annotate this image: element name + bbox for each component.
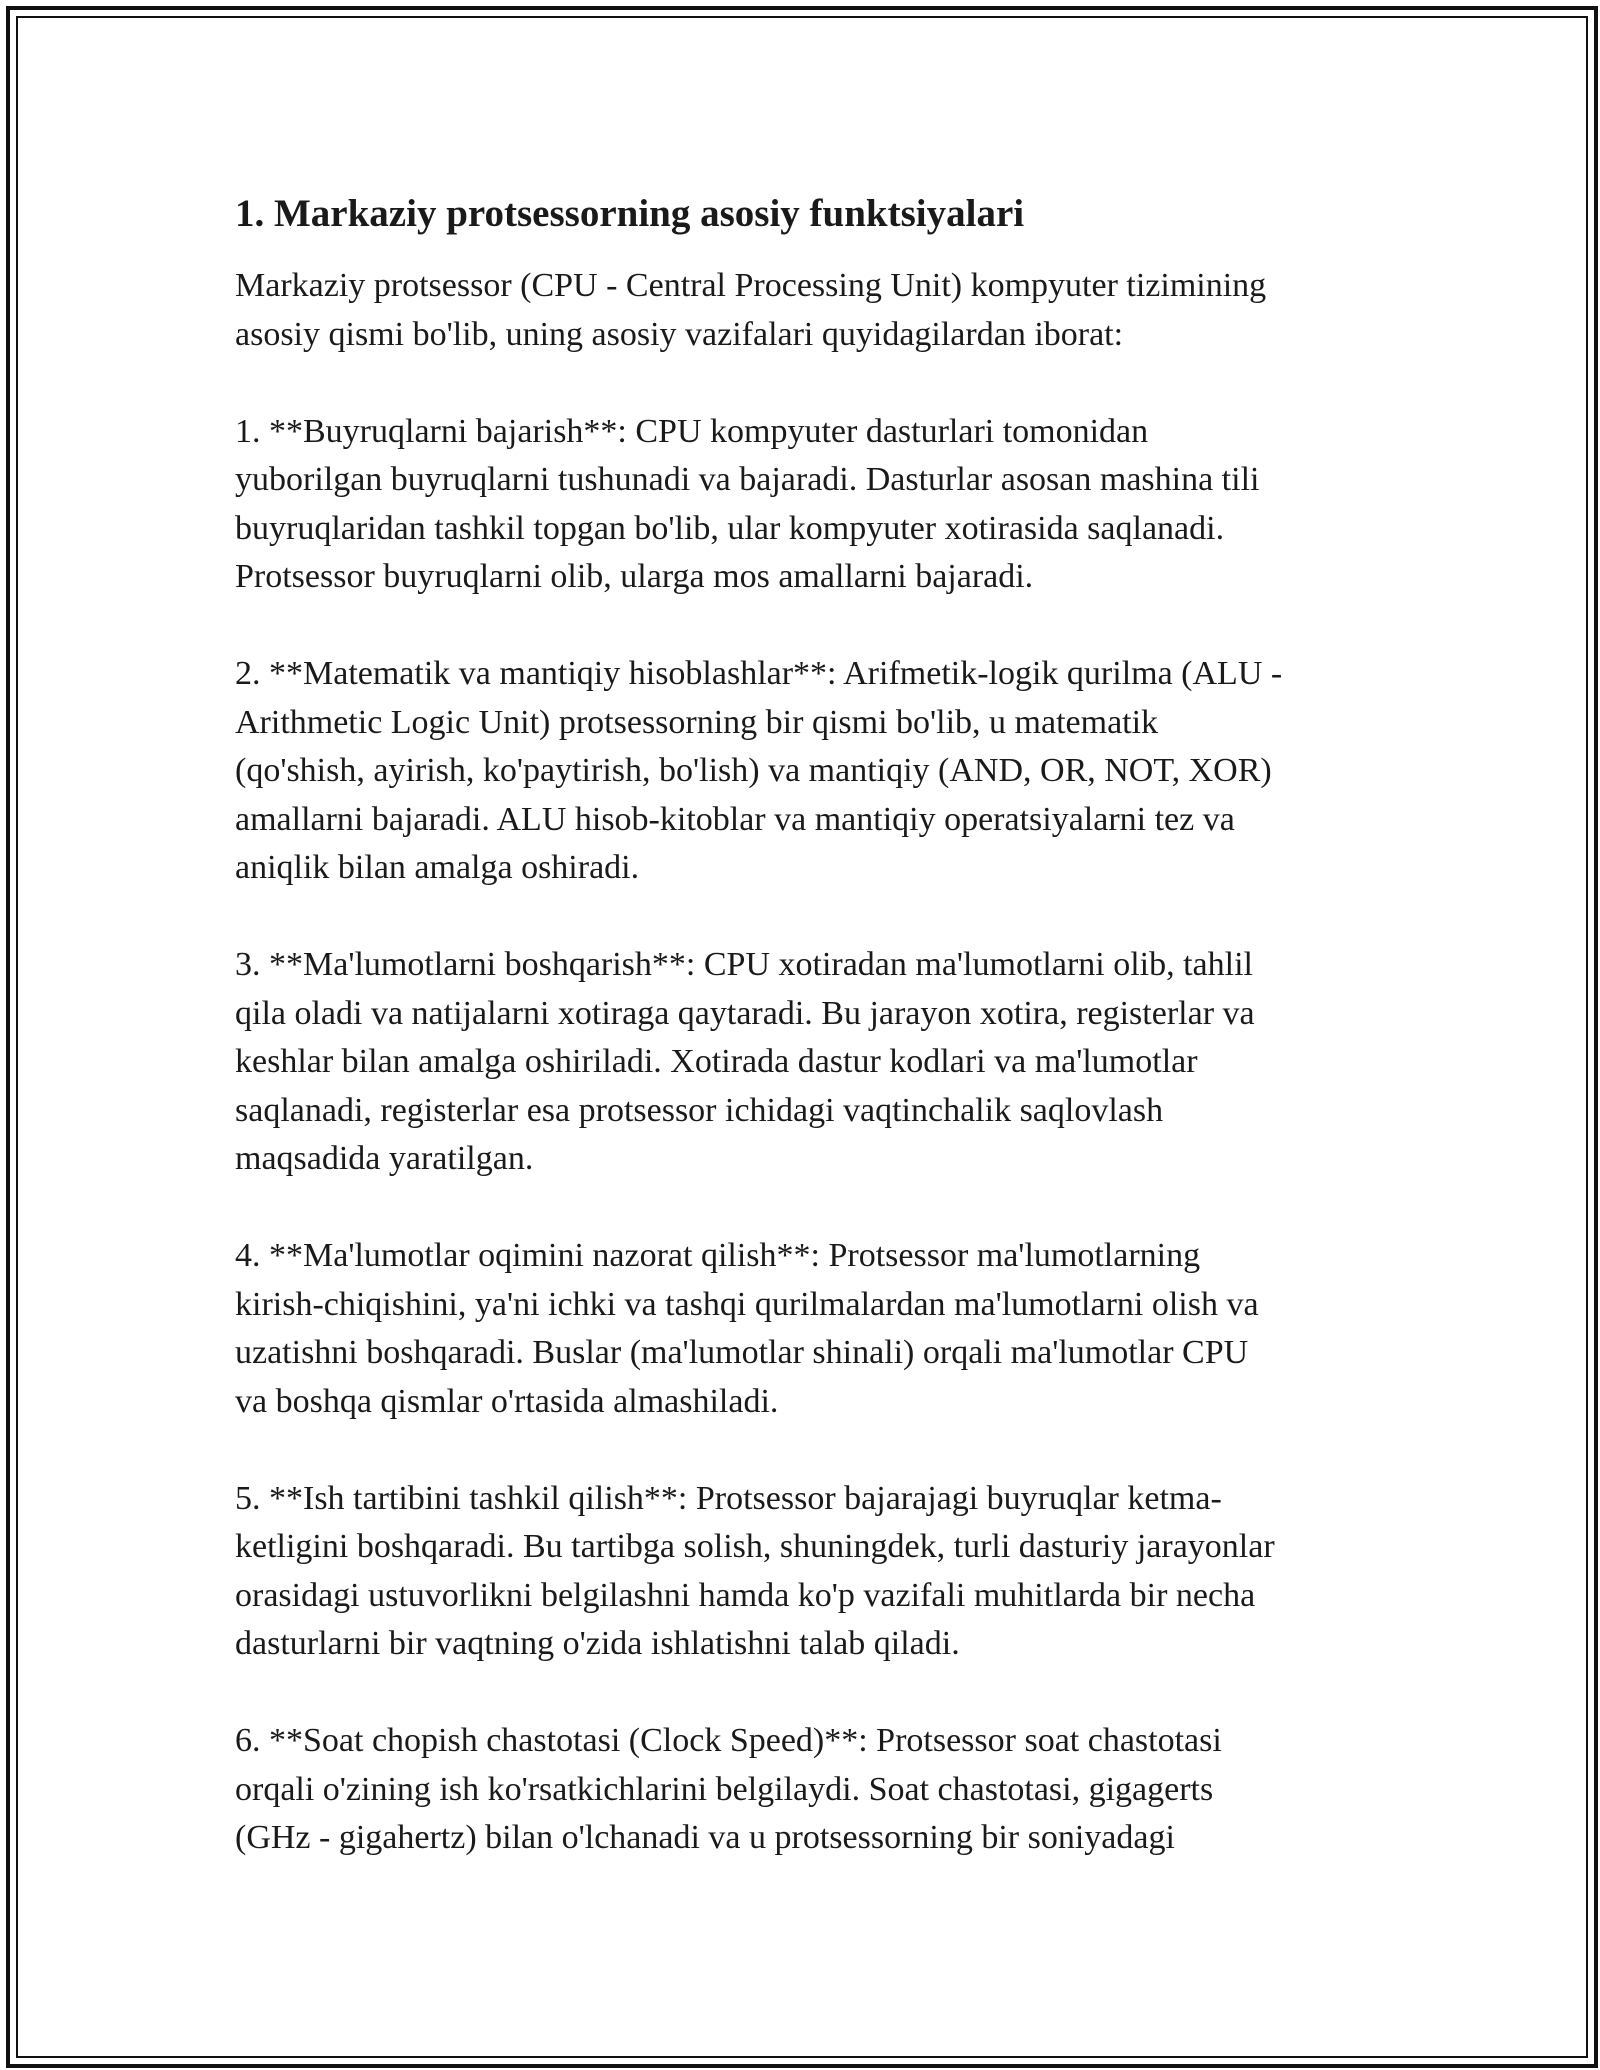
list-item-3: 3. **Ma'lumotlarni boshqarish**: CPU xotiradan ma'lumotlarni olib, tahlil qila oladi va natijalarni xotiraga qaytaradi. Bu jarayon xotira, registerlar va keshlar bilan amalga oshiriladi. Xotirada dastur kodlari va ma'lumotlar saqlanadi, registerlar esa protsessor ichidagi vaqtinchalik saqlovlash maqsadida yaratilgan. bbox=[235, 946, 1255, 1177]
list-item-1: 1. **Buyruqlarni bajarish**: CPU kompyuter dasturlari tomonidan yuborilgan buyruqlarni tushunadi va bajaradi. Dasturlar asosan mashina tili buyruqlaridan tashkil topgan bo'lib, ular kompyuter xotirasida saqlanadi. Protsessor buyruqlarni olib, ularga mos amallarni bajaradi. bbox=[235, 412, 1260, 595]
list-item-2: 2. **Matematik va mantiqiy hisoblashlar**: Arifmetik-logik qurilma (ALU - Arithmetic Logic Unit) protsessorning bir qismi bo'lib, u matematik (qo'shish, ayirish, ko'paytirish, bo'lish) va mantiqiy (AND, OR, NOT, XOR) amallarni bajaradi. ALU hisob-kitoblar va mantiqiy operatsiyalarni tez va aniqlik bilan amalga oshiradi. bbox=[235, 655, 1283, 886]
document-body bbox=[235, 186, 1385, 1863]
section-heading: 1. Markaziy protsessorning asosiy funktsiyalari bbox=[235, 192, 1025, 235]
intro-paragraph: Markaziy protsessor (CPU - Central Processing Unit) kompyuter tizimining asosiy qismi bo'lib, uning asosiy vazifalari quyidagilardan iborat: bbox=[235, 267, 1267, 353]
list-item-6: 6. **Soat chopish chastotasi (Clock Speed)**: Protsessor soat chastotasi orqali o'zining ish ko'rsatkichlarini belgilaydi. Soat chastotasi, gigagerts (GHz - gigahertz) bilan o'lchanadi va u protsessorning bir soniyadagi bbox=[235, 1722, 1222, 1856]
list-item-4: 4. **Ma'lumotlar oqimini nazorat qilish**: Protsessor ma'lumotlarning kirish-chiqishini, ya'ni ichki va tashqi qurilmalardan ma'lumotlarni olish va uzatishni boshqaradi. Buslar (ma'lumotlar shinali) orqali ma'lumotlar CPU va boshqa qismlar o'rtasida almashiladi. bbox=[235, 1237, 1259, 1420]
list-item-5: 5. **Ish tartibini tashkil qilish**: Protsessor bajarajagi buyruqlar ketma- ketligini boshqaradi. Bu tartibga solish, shuningdek, turli dasturiy jarayonlar orasidagi ustuvorlikni belgilashni hamda ko'p vazifali muhitlarda bir necha dasturlarni bir vaqtning o'zida ishlatishni talab qiladi. bbox=[235, 1479, 1275, 1662]
